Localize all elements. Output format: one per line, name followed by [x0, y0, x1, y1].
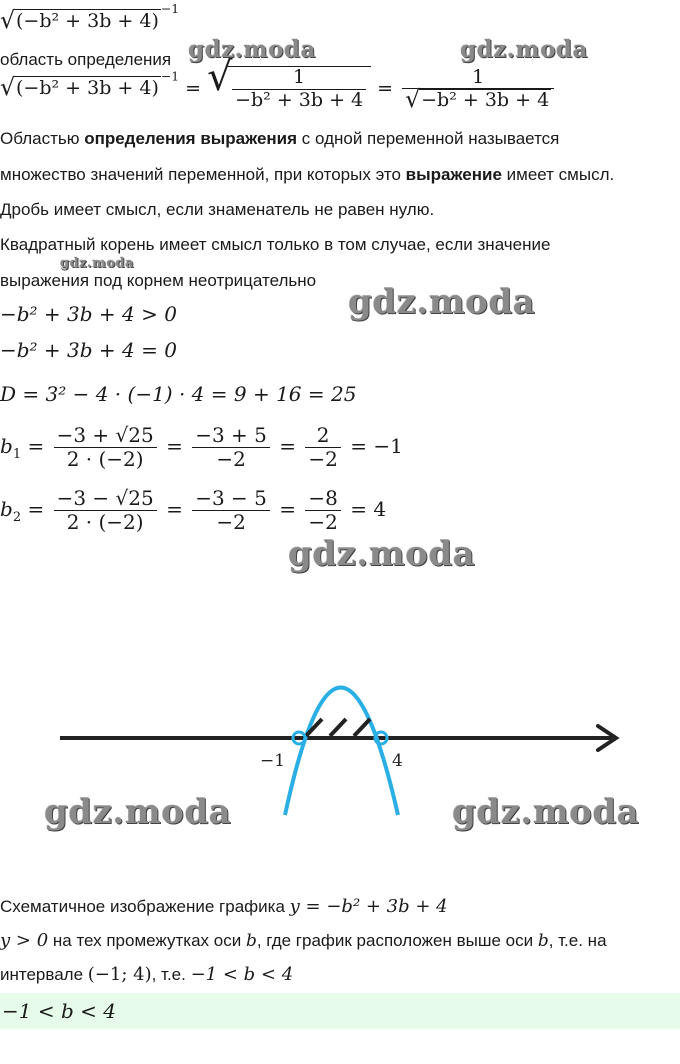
- lhs-radicand: (−b² + 3b + 4): [16, 77, 159, 100]
- watermark: gdz.moda: [188, 36, 316, 63]
- watermark: gdz.moda: [44, 792, 232, 832]
- paragraph-line-5: выражения под корнем неотрицательно: [0, 271, 317, 290]
- paragraph-line-3: Дробь имеет смысл, если знаменатель не равен нулю.: [0, 200, 435, 219]
- expression-equality: √ $(-b^2 + 3b + 4)^{-1}$ = √ $\frac{1}{\text{−b² + 3b + 4}}$ = 1 √ −b² + 3b + 4: [0, 66, 557, 112]
- top-expression: √ $(-b^2 + 3b + 4)^{-1}$: [0, 2, 180, 34]
- domain-label: область определения: [0, 50, 172, 69]
- parabola-curve: [285, 688, 398, 816]
- paragraph-line-1: Областью определения выражения с одной переменной называется: [0, 129, 560, 148]
- watermark: gdz.moda: [460, 36, 588, 63]
- schematic-caption: Схематичное изображение графика y = −b² + 3b + 4: [0, 896, 448, 917]
- equation: −b² + 3b + 4 = 0: [0, 338, 177, 362]
- watermark: gdz.moda: [288, 534, 476, 574]
- watermark: gdz.moda: [348, 282, 536, 322]
- paragraph-line-2: множество значений переменной, при которых это выражение имеет смысл.: [0, 165, 615, 184]
- right-root-label: 4: [392, 751, 403, 771]
- answer-text: −1 < b < 4: [2, 999, 116, 1023]
- sqrt-top: √ (−b² + 3b + 4): [0, 6, 159, 34]
- discriminant: D = 3² − 4 · (−1) · 4 = 9 + 16 = 25: [0, 382, 357, 406]
- condition-line-1: y > 0 на тех промежутках оси b, где график расположен выше оси b, т.е. на: [0, 930, 607, 951]
- answer-box: [0, 993, 680, 1029]
- root-b1: $b_1$ = $\frac{-3 + √25}{2 \cdot (-2)}$ = $\frac{-3 + 5}{-2}$ = $\frac{2}{-2}$ = −1: [0, 423, 403, 471]
- hatch-marks: [306, 719, 370, 736]
- paragraph-line-4: Квадратный корень имеет смысл только в том случае, если значение: [0, 235, 551, 254]
- root-b2: $b_2$ = $\frac{-3 - √25}{2 \cdot (-2)}$ = $\frac{-3 - 5}{-2}$ = $\frac{-8}{-2}$ = 4: [0, 486, 387, 534]
- watermark: gdz.moda: [60, 256, 135, 271]
- inequality: −b² + 3b + 4 > 0: [0, 302, 177, 326]
- watermark: gdz.moda: [452, 792, 640, 832]
- left-root-label: −1: [260, 751, 286, 771]
- condition-line-2: интервале (−1; 4), т.е. −1 < b < 4: [0, 964, 294, 985]
